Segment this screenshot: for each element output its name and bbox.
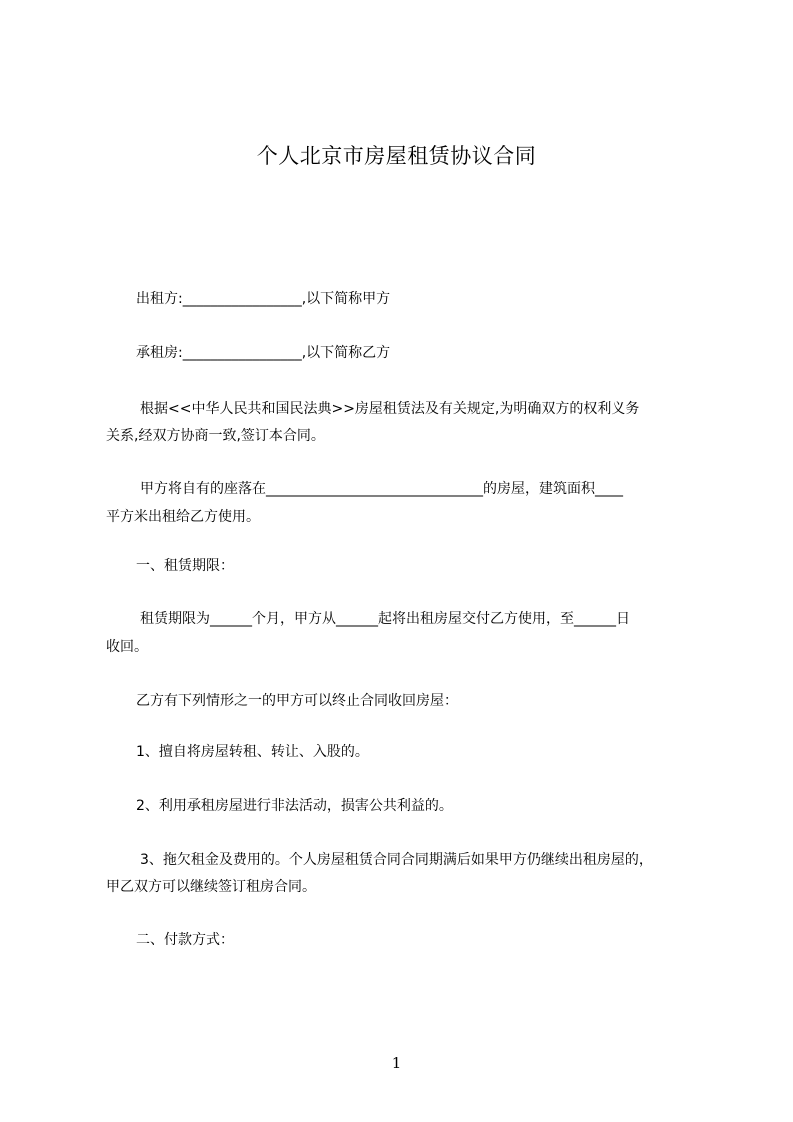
intro-paragraph-line-2: 关系,经双方协商一致,签订本合同。	[106, 428, 325, 444]
section-heading-payment: 二、付款方式：	[136, 932, 234, 948]
document-title: 个人北京市房屋租赁协议合同	[256, 144, 537, 168]
lease-term-line-2: 收回。	[106, 639, 148, 655]
lease-term-line-1: 租赁期限为______个月，甲方从______起将出租房屋交付乙方使用，至______日	[140, 611, 630, 627]
property-paragraph-line-2: 平方米出租给乙方使用。	[106, 509, 260, 525]
intro-paragraph-line-1: 根据<<中华人民共和国民法典>>房屋租赁法及有关规定,为明确双方的权利义务	[140, 401, 640, 417]
lessee-line: 承租房:_________________,以下简称乙方	[136, 345, 391, 361]
page-number: 1	[391, 1054, 402, 1072]
termination-intro: 乙方有下列情形之一的甲方可以终止合同收回房屋：	[136, 693, 458, 709]
termination-clause-2: 2、利用承租房屋进行非法活动，损害公共利益的。	[136, 798, 453, 814]
lessor-line: 出租方:_________________,以下简称甲方	[136, 291, 391, 307]
termination-clause-3-line-1: 3、拖欠租金及费用的。个人房屋租赁合同合同期满后如果甲方仍继续出租房屋的，	[140, 852, 653, 868]
termination-clause-1: 1、擅自将房屋转租、转让、入股的。	[136, 744, 369, 760]
property-paragraph-line-1: 甲方将自有的座落在_______________________________的房屋，建筑面积____	[140, 481, 623, 497]
termination-clause-3-line-2: 甲乙双方可以继续签订租房合同。	[106, 879, 316, 895]
section-heading-lease-term: 一、租赁期限：	[136, 558, 234, 574]
